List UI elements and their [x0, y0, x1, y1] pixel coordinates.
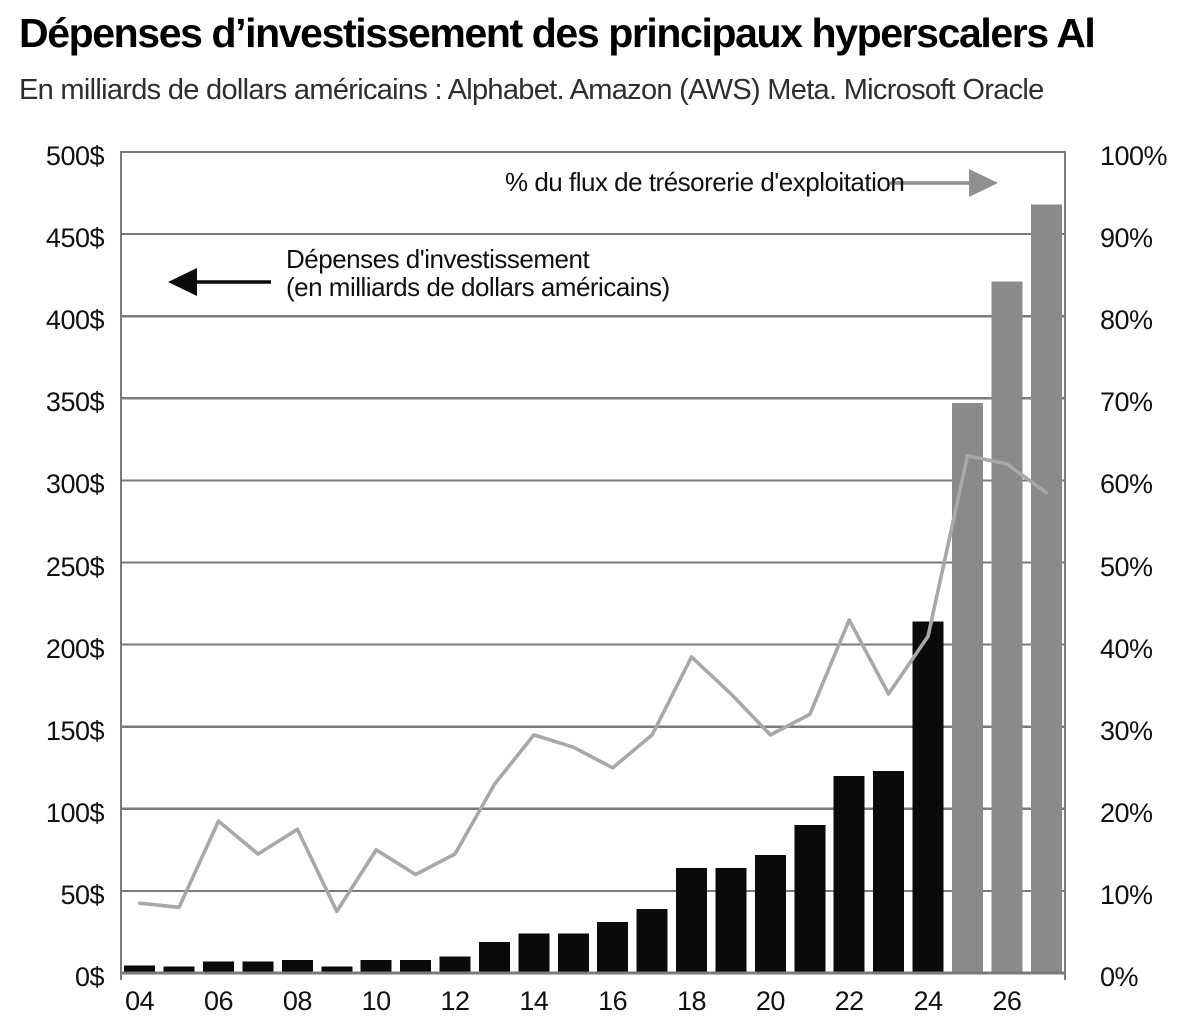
capex-bar-2010 [361, 960, 392, 973]
capex-bar-2008 [282, 960, 313, 973]
capex-bar-2014 [518, 934, 549, 973]
y-left-tick-500$: 500$ [45, 141, 104, 171]
capex-bar-2016 [597, 922, 628, 973]
capex-bars [124, 205, 1062, 973]
capex-bar-2021 [794, 825, 825, 973]
y-left-tick-50$: 50$ [60, 879, 104, 910]
x-tick-24: 24 [913, 986, 943, 1016]
y-left-tick-350$: 350$ [45, 387, 104, 418]
capex-bar-2015 [558, 934, 589, 973]
x-tick-08: 08 [282, 986, 312, 1016]
capex-bar-2020 [755, 855, 786, 973]
y-left-tick-100$: 100$ [45, 797, 104, 828]
y-left-tick-250$: 250$ [45, 551, 104, 582]
y-right-tick-30%: 30% [1100, 715, 1153, 746]
y-left-tick-200$: 200$ [45, 633, 104, 664]
x-tick-26: 26 [992, 986, 1022, 1016]
forecast-bar-2027 [1031, 205, 1062, 973]
y-right-tick-40%: 40% [1100, 633, 1153, 664]
y-right-tick-60%: 60% [1100, 469, 1153, 500]
capex-bar-2018 [676, 868, 707, 973]
x-tick-22: 22 [834, 986, 864, 1016]
capex-bar-2022 [834, 776, 865, 973]
x-tick-04: 04 [125, 986, 155, 1016]
cashflow-annotation: % du flux de trésorerie d'exploitation [505, 167, 905, 197]
y-right-tick-20%: 20% [1100, 797, 1153, 828]
capex-bar-2023 [873, 771, 904, 973]
x-tick-06: 06 [203, 986, 234, 1016]
y-right-tick-70%: 70% [1100, 387, 1153, 418]
capex-bar-2012 [440, 957, 471, 973]
y-right-tick-10%: 10% [1100, 879, 1153, 910]
x-tick-10: 10 [361, 986, 391, 1016]
capex-bar-2024 [913, 622, 944, 973]
page-subtitle: En milliards de dollars américains : Alphabet. Amazon (AWS) Meta. Microsoft Oracle [19, 74, 1044, 106]
x-tick-14: 14 [519, 986, 549, 1016]
forecast-bar-2025 [952, 403, 983, 973]
capex-bar-2017 [637, 909, 668, 973]
y-right-tick-90%: 90% [1100, 223, 1153, 254]
capex-bar-2007 [242, 962, 273, 973]
y-left-tick-0$: 0$ [74, 962, 104, 992]
y-left-tick-150$: 150$ [45, 715, 104, 746]
capex-arrow-icon [168, 268, 271, 296]
capex-bar-2019 [715, 868, 746, 973]
y-left-tick-400$: 400$ [45, 305, 104, 336]
y-right-tick-0%: 0% [1100, 962, 1139, 992]
capex-annotation-line1: Dépenses d'investissement [286, 244, 590, 274]
x-tick-16: 16 [598, 986, 628, 1016]
page-title: Dépenses d’investissement des principaux hyperscalers Al [19, 10, 1095, 56]
y-left-tick-300$: 300$ [45, 469, 104, 500]
capex-annotation [286, 245, 670, 301]
y-right-tick-80%: 80% [1100, 305, 1153, 336]
capex-bar-2013 [479, 942, 510, 973]
y-left-tick-450$: 450$ [45, 223, 104, 254]
x-tick-18: 18 [676, 986, 707, 1016]
x-tick-12: 12 [440, 986, 470, 1016]
x-tick-20: 20 [755, 986, 785, 1016]
y-right-tick-50%: 50% [1100, 551, 1153, 582]
cashflow-line [140, 456, 1047, 912]
forecast-bar-2026 [991, 282, 1022, 973]
capex-bar-2006 [203, 962, 234, 973]
cashflow-arrow-icon [890, 169, 998, 197]
capex-bar-2011 [400, 960, 431, 973]
y-right-tick-100%: 100% [1100, 141, 1168, 171]
capex-annotation-line2: (en milliards de dollars américains) [286, 272, 670, 302]
